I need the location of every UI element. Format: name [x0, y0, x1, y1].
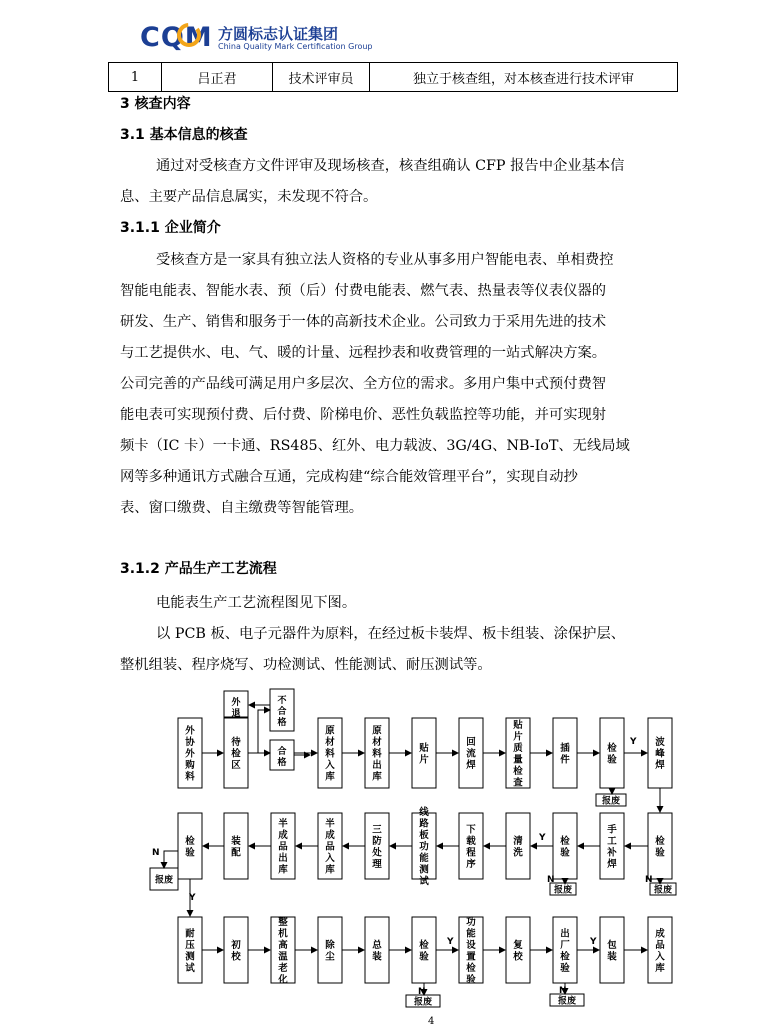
page-number: 4: [428, 1016, 435, 1027]
table-cell: 技术评审员: [273, 63, 370, 92]
flow-branch-label: N: [547, 875, 555, 885]
flow-box-label: 板: [419, 830, 429, 841]
flow-box-label: 检: [513, 765, 523, 777]
flow-box-label: 验: [560, 847, 570, 859]
section-heading-3-1-1: 3.1.1 企业简介: [120, 220, 221, 236]
flow-box-label: 焊: [607, 858, 617, 870]
flow-box-label: 料: [372, 748, 382, 760]
flow-box-label: 除: [325, 939, 335, 951]
flow-box-label: 补: [607, 847, 617, 859]
flow-box-label: 成: [325, 830, 335, 841]
flow-box-label: 初: [231, 939, 241, 951]
text-line: 能电表可实现预付费、后付费、阶梯电价、恶性负载监控等功能，并可实现射: [120, 407, 607, 423]
flow-box-label: 原: [325, 725, 335, 737]
flow-arrow: [164, 851, 178, 868]
flow-branch-label: N: [559, 986, 567, 996]
flow-box-label: 验: [560, 962, 570, 974]
flow-box-label: 回: [466, 737, 476, 748]
flow-box-label: 洗: [513, 847, 523, 859]
flow-box-label: 测: [419, 864, 429, 876]
flow-box-label: 合: [277, 707, 287, 717]
flow-branch-label: Y: [189, 893, 196, 903]
flow-box-label: 出: [278, 853, 288, 864]
org-name-en: China Quality Mark Certification Group: [218, 42, 373, 51]
flow-box-label: 料: [185, 771, 195, 783]
text-line: 息、主要产品信息属实，未发现不符合。: [120, 189, 378, 205]
flow-box-label: 量: [513, 754, 523, 766]
flow-box-label: 老: [278, 962, 288, 974]
flow-box-label: 库: [325, 864, 335, 876]
flow-box-label: 工: [607, 835, 617, 847]
flow-box-label: 检: [560, 951, 570, 963]
flow-box-label: 温: [278, 951, 288, 963]
flow-box-label: 化: [278, 974, 288, 986]
flow-box-label: 峰: [655, 748, 665, 760]
flow-box-label: 出: [372, 760, 382, 771]
flow-box-label: 验: [185, 847, 195, 859]
text-line: 电能表生产工艺流程图见下图。: [156, 595, 357, 611]
flow-box-label: 格: [277, 758, 287, 768]
table-cell: 吕正君: [162, 63, 273, 92]
flow-box-label: 外: [231, 698, 241, 708]
text-line: 网等多种通讯方式融合互通，完成构建“综合能效管理平台”，实现自动抄: [120, 469, 578, 485]
flow-box-label: 品: [278, 841, 288, 853]
flow-box-label: 装: [231, 835, 241, 847]
flow-box-label: 外: [185, 725, 195, 737]
flow-box-label: 焊: [466, 760, 476, 771]
flow-box-label: 入: [655, 951, 665, 963]
flow-box-label: 入: [325, 760, 335, 771]
flow-box-label: 线: [419, 807, 429, 818]
flow-box-label: 验: [466, 974, 476, 986]
section-heading-3: 3 核查内容: [120, 96, 191, 112]
flow-box-label: 贴: [513, 719, 523, 731]
flow-arrow: [248, 710, 270, 753]
flow-box-label: 波: [655, 737, 665, 748]
flow-box-label: 清: [513, 835, 523, 847]
flow-box-label: 高: [278, 939, 288, 951]
flow-box-label: 试: [419, 876, 429, 887]
section-heading-3-1-2: 3.1.2 产品生产工艺流程: [120, 561, 277, 577]
flow-box-label: 协: [185, 737, 195, 748]
text-line: 与工艺提供水、电、气、暖的计量、远程抄表和收费管理的一站式解决方案。: [120, 345, 607, 361]
flow-box-label: 报废: [557, 996, 577, 1007]
logo-cqm-text: CQM: [140, 22, 213, 53]
flow-box-label: 报废: [553, 885, 573, 896]
flow-box-label: 能: [419, 853, 429, 864]
flow-branch-label: Y: [447, 937, 454, 947]
flow-box-label: 功: [419, 841, 429, 853]
flow-box-label: 合: [277, 747, 287, 757]
flow-box-label: 品: [325, 841, 335, 853]
section-heading-3-1: 3.1 基本信息的核查: [120, 127, 248, 143]
flow-box-label: 整: [278, 916, 288, 928]
flow-box-label: 成: [278, 830, 288, 841]
flow-box-label: 尘: [325, 951, 335, 963]
flow-box-label: 防: [372, 835, 382, 847]
flow-box-label: 检: [655, 835, 665, 847]
flow-box-label: 查: [513, 777, 523, 789]
flow-box-label: 路: [419, 818, 429, 830]
flow-box-label: 格: [277, 718, 287, 728]
flow-box-label: 功: [466, 916, 476, 928]
flow-box-label: 总: [372, 939, 382, 951]
flow-box-label: 置: [466, 951, 476, 963]
text-line: 公司完善的产品线可满足用户多层次、全方位的需求。多用户集中式预付费智: [120, 376, 607, 392]
flow-box-label: 验: [607, 754, 617, 766]
flow-box-label: 装: [607, 951, 617, 963]
flow-box-label: 配: [231, 847, 241, 859]
flow-box-label: 检: [419, 939, 429, 951]
flow-box-label: 成: [655, 928, 665, 940]
flow-box-label: 材: [372, 737, 382, 748]
flow-box-label: 厂: [560, 939, 570, 951]
flow-box-label: 流: [466, 748, 476, 760]
flow-branch-label: N: [152, 848, 160, 858]
text-line: 整机组装、程序烧写、功检测试、性能测试、耐压测试等。: [120, 657, 492, 673]
flow-branch-label: N: [645, 875, 653, 885]
flow-box-label: 验: [655, 847, 665, 859]
flow-box-label: 材: [325, 737, 335, 748]
flow-box-label: 机: [278, 928, 288, 940]
flow-box-label: 载: [466, 835, 476, 847]
flow-box-label: 报废: [653, 885, 673, 896]
flow-box-label: 片: [419, 754, 429, 766]
text-line: 通过对受核查方文件评审及现场核查，核查组确认 CFP 报告中企业基本信: [156, 158, 625, 174]
flow-box-label: 外: [185, 748, 195, 760]
flow-box-label: 检: [185, 835, 195, 847]
flow-box-label: 复: [513, 939, 523, 951]
text-line: 表、窗口缴费、自主缴费等智能管理。: [120, 500, 364, 516]
text-line: 以 PCB 板、电子元器件为原料，在经过板卡装焊、板卡组装、涂保护层、: [156, 626, 626, 642]
text-line: 频卡（IC 卡）一卡通、RS485、红外、电力载波、3G/4G、NB-IoT、无线局域: [120, 438, 630, 454]
flow-box-label: 试: [185, 962, 195, 974]
flow-box-label: 装: [372, 951, 382, 963]
flow-box-label: 校: [513, 951, 523, 963]
flow-box-label: 片: [513, 731, 523, 743]
flow-box-label: 设: [466, 939, 476, 951]
flow-box-label: 购: [185, 760, 195, 771]
flow-box-label: 检: [607, 742, 617, 754]
flow-box-label: 包: [607, 939, 617, 951]
flow-box-label: 检: [560, 835, 570, 847]
flow-box-label: 库: [325, 771, 335, 783]
flow-box-label: 待: [231, 737, 241, 748]
text-line: 智能电能表、智能水表、预（后）付费电能表、燃气表、热量表等仪表仪器的: [120, 283, 607, 299]
flow-box-label: 区: [231, 760, 241, 771]
flow-box-label: 库: [372, 771, 382, 783]
flow-box-label: 手: [607, 824, 617, 836]
flow-box-label: 焊: [655, 760, 665, 771]
flow-box-label: 校: [231, 951, 241, 963]
flow-box-label: 报废: [413, 997, 433, 1008]
flow-box-label: 件: [560, 754, 570, 766]
flow-branch-label: N: [418, 987, 426, 997]
flow-box-label: 程: [466, 847, 476, 859]
flow-box-label: 理: [372, 858, 382, 870]
flow-box-label: 验: [419, 951, 429, 963]
flow-box-label: 贴: [419, 742, 429, 754]
flow-box-label: 压: [185, 939, 195, 951]
flow-box-label: 插: [560, 742, 570, 754]
text-line: 受核查方是一家具有独立法人资格的专业从事多用户智能电表、单相费控: [156, 252, 614, 268]
flow-box-label: 入: [325, 853, 335, 864]
text-line: 研发、生产、销售和服务于一体的高新技术企业。公司致力于采用先进的技术: [120, 314, 607, 330]
flow-box-label: 处: [372, 847, 382, 859]
flow-box-label: 库: [655, 962, 665, 974]
flow-box-label: 料: [325, 748, 335, 760]
flow-box-label: 下: [466, 824, 476, 836]
flow-box-label: 测: [185, 951, 195, 963]
org-name-cn: 方圆标志认证集团: [218, 25, 339, 43]
flow-box-label: 耐: [185, 928, 195, 940]
table-cell: 1: [109, 63, 162, 92]
table-cell: 独立于核查组，对本核查进行技术评审: [370, 63, 678, 92]
flow-box-label: 原: [372, 725, 382, 737]
flow-box-label: 序: [466, 858, 476, 870]
flow-box-label: 品: [655, 939, 665, 951]
flow-box-label: 半: [278, 818, 288, 830]
flow-branch-label: Y: [590, 937, 597, 947]
flow-box-label: 质: [513, 742, 523, 754]
flow-box-label: 报废: [601, 796, 621, 807]
flow-box-label: 三: [372, 824, 382, 836]
flow-box-label: 库: [278, 864, 288, 876]
flow-box-label: 报废: [154, 875, 174, 886]
flow-box-label: 能: [466, 928, 476, 940]
flow-box-label: 不: [277, 696, 287, 706]
flow-branch-label: Y: [630, 737, 637, 747]
flow-box-label: 检: [231, 748, 241, 760]
flow-branch-label: Y: [539, 833, 546, 843]
flow-box-label: 退: [231, 709, 241, 719]
flow-box-label: 检: [466, 962, 476, 974]
flow-box-label: 出: [560, 928, 570, 940]
flow-box-label: 半: [325, 818, 335, 830]
